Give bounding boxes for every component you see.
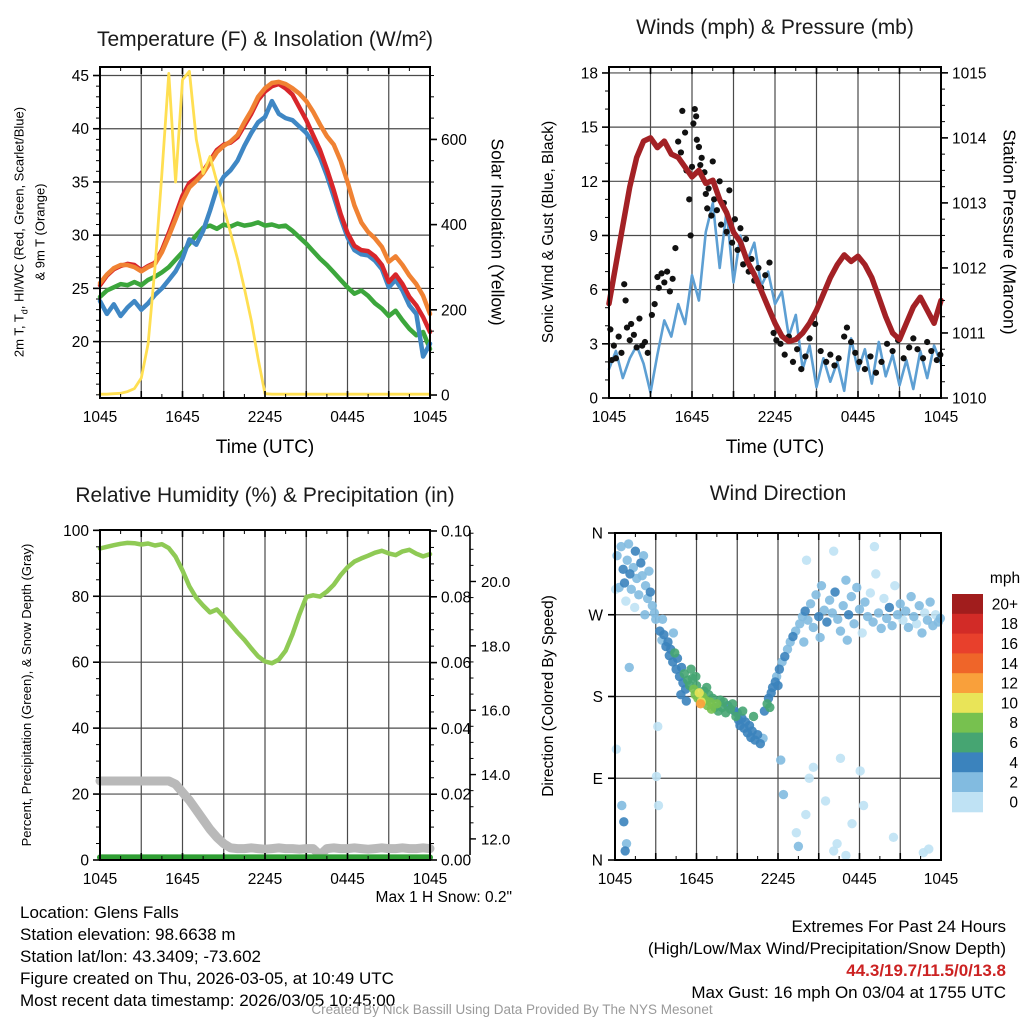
svg-text:2245: 2245: [757, 409, 793, 426]
svg-text:1045: 1045: [597, 871, 633, 888]
svg-text:E: E: [592, 770, 603, 788]
svg-text:3: 3: [589, 336, 598, 354]
svg-text:60: 60: [71, 654, 89, 672]
speed-colorbar: [952, 594, 1018, 812]
svg-text:16: 16: [1000, 636, 1018, 653]
svg-text:0.00: 0.00: [441, 852, 472, 870]
extremes-values: 44.3/19.7/11.5/0/13.8: [846, 961, 1006, 980]
svg-text:30: 30: [71, 227, 89, 245]
svg-text:2: 2: [1009, 774, 1018, 792]
svg-text:14: 14: [1000, 655, 1018, 673]
svg-text:16.0: 16.0: [481, 702, 511, 720]
svg-text:20: 20: [71, 334, 89, 352]
svg-text:0445: 0445: [842, 871, 877, 888]
svg-text:0445: 0445: [330, 409, 365, 426]
svg-text:1045: 1045: [591, 409, 627, 426]
humidity-y-axis-label: Percent, Precipitation (Green), & Snow Depth (Gray): [19, 543, 34, 847]
svg-text:1645: 1645: [679, 871, 714, 888]
svg-text:0445: 0445: [330, 871, 365, 888]
svg-text:1015: 1015: [952, 65, 987, 83]
svg-text:1012: 1012: [952, 260, 987, 278]
svg-text:400: 400: [441, 217, 467, 235]
station-location: Location: Glens Falls: [20, 903, 179, 922]
extremes-title: Extremes For Past 24 Hours: [791, 917, 1006, 936]
svg-text:1645: 1645: [674, 409, 710, 426]
svg-text:0.06: 0.06: [441, 655, 472, 673]
svg-text:12: 12: [580, 173, 598, 191]
svg-text:N: N: [591, 852, 603, 870]
svg-text:100: 100: [63, 522, 89, 540]
svg-text:1014: 1014: [952, 130, 987, 148]
svg-text:18: 18: [580, 65, 598, 83]
svg-text:35: 35: [71, 174, 89, 192]
chart-title-temperature: Temperature (F) & Insolation (W/m²): [96, 28, 434, 51]
svg-text:18: 18: [1000, 616, 1018, 634]
temperature-x-axis-label: Time (UTC): [215, 437, 315, 458]
svg-text:W: W: [588, 607, 603, 625]
wind-direction-chart: [588, 526, 958, 889]
svg-text:0: 0: [80, 852, 89, 870]
svg-text:200: 200: [441, 302, 467, 320]
direction-y-axis-label: Direction (Colored By Speed): [540, 595, 557, 797]
station-latlon: Station lat/lon: 43.3409; -73.602: [20, 947, 262, 966]
svg-text:0.02: 0.02: [441, 786, 472, 804]
svg-text:14.0: 14.0: [481, 767, 511, 785]
winds-chart: [581, 65, 987, 426]
pressure-y-axis-label: Station Pressure (Maroon): [999, 129, 1020, 335]
svg-text:15: 15: [580, 119, 598, 137]
svg-text:0445: 0445: [840, 409, 876, 426]
svg-text:1045: 1045: [923, 409, 959, 426]
max-snow-note: Max 1 H Snow: 0.2": [375, 889, 512, 906]
svg-text:1013: 1013: [952, 195, 987, 213]
svg-text:80: 80: [71, 588, 89, 606]
humidity-chart: [63, 523, 510, 888]
svg-text:N: N: [591, 525, 603, 543]
svg-text:2245: 2245: [247, 409, 283, 426]
svg-text:1045: 1045: [412, 871, 448, 888]
max-gust: Max Gust: 16 mph On 03/04 at 1755 UTC: [691, 983, 1006, 1002]
svg-text:45: 45: [71, 68, 89, 86]
temperature-chart: [72, 67, 467, 426]
winds-x-axis-label: Time (UTC): [725, 437, 825, 458]
svg-text:9: 9: [589, 227, 598, 245]
svg-text:1045: 1045: [82, 409, 118, 426]
svg-text:0: 0: [1009, 794, 1018, 812]
svg-text:20.0: 20.0: [481, 573, 511, 591]
svg-text:1645: 1645: [165, 409, 200, 426]
chart-title-humidity: Relative Humidity (%) & Precipitation (in): [75, 484, 455, 507]
svg-text:0.10: 0.10: [441, 523, 472, 541]
svg-text:0.04: 0.04: [441, 720, 472, 738]
wind-y-axis-label: Sonic Wind & Gust (Blue, Black): [540, 120, 557, 344]
chart-title-winds: Winds (mph) & Pressure (mb): [636, 16, 914, 39]
station-info: [20, 902, 395, 1012]
extremes-subtitle: (High/Low/Max Wind/Precipitation/Snow Depth): [647, 939, 1006, 958]
svg-text:S: S: [592, 689, 603, 706]
svg-text:6: 6: [589, 282, 598, 300]
chart-title-wind-direction: Wind Direction: [709, 482, 847, 505]
figure-created: Figure created on Thu, 2026-03-05, at 10:49 UTC: [20, 969, 394, 988]
svg-text:600: 600: [441, 131, 467, 149]
svg-text:0: 0: [441, 387, 450, 405]
svg-text:10: 10: [1000, 695, 1018, 713]
svg-text:1010: 1010: [952, 390, 987, 408]
colorbar-unit-label: mph: [989, 570, 1021, 587]
svg-text:12.0: 12.0: [481, 831, 511, 849]
svg-text:1045: 1045: [82, 871, 118, 888]
svg-text:2245: 2245: [247, 871, 283, 888]
svg-text:25: 25: [71, 280, 89, 298]
svg-text:18.0: 18.0: [481, 638, 511, 656]
svg-text:1011: 1011: [952, 325, 986, 343]
temperature-y-axis-label: 2m T, $T_d$, HI/WC (Red, Green, Scarlet/Blue) & 9m T (Orange): [11, 106, 48, 358]
svg-text:2245: 2245: [760, 871, 796, 888]
svg-text:40: 40: [71, 121, 89, 139]
svg-text:20+: 20+: [991, 596, 1018, 614]
svg-text:0: 0: [589, 390, 598, 408]
data-timestamp: Most recent data timestamp: 2026/03/05 10:45:00: [20, 991, 396, 1010]
station-elevation: Station elevation: 98.6638 m: [20, 925, 236, 944]
extremes-info: [600, 916, 1006, 1004]
svg-text:1045: 1045: [412, 409, 448, 426]
svg-text:40: 40: [71, 720, 89, 738]
svg-text:1045: 1045: [923, 871, 959, 888]
svg-text:4: 4: [1009, 754, 1018, 772]
svg-text:8: 8: [1009, 715, 1018, 733]
svg-text:12: 12: [1000, 675, 1018, 693]
svg-text:6: 6: [1009, 735, 1018, 752]
svg-text:0.08: 0.08: [441, 589, 472, 607]
svg-text:1645: 1645: [165, 871, 200, 888]
insolation-y-axis-label: Solar Insolation (Yellow): [487, 138, 508, 326]
credit-line: Created By Nick Bassill Using Data Provided By The NYS Mesonet: [311, 1002, 713, 1017]
svg-text:20: 20: [71, 786, 89, 804]
